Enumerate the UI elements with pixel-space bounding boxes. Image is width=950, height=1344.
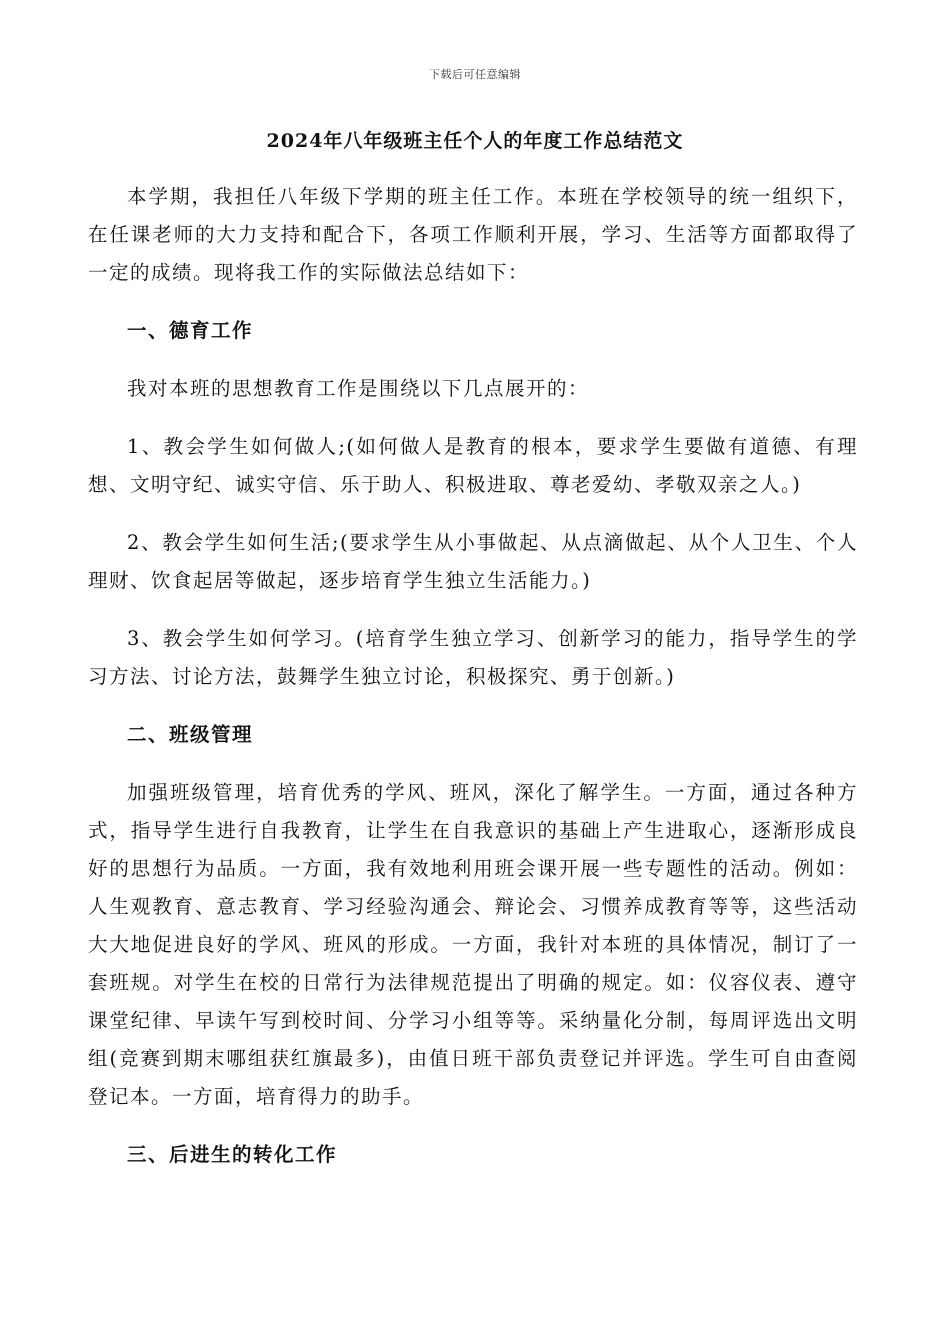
list-item-how-to-behave: 1、教会学生如何做人;(如何做人是教育的根本，要求学生要做有道德、有理想、文明守纪、诚实守信、乐于助人、积极进取、尊老爱幼、孝敬双亲之人。) [88, 435, 858, 496]
header-note: 下载后可任意编辑 [429, 68, 521, 81]
moral-education-intro: 我对本班的思想教育工作是围绕以下几点展开的： [127, 377, 590, 400]
document-body [88, 178, 858, 1194]
class-management-paragraph: 加强班级管理，培育优秀的学风、班风，深化了解学生。一方面，通过各种方式，指导学生进行自我教育，让学生在自我意识的基础上产生进取心，逐渐形成良好的思想行为品质。一方面，我有效地利用班会课开展一些专题性的活动。例如：人生观教育、意志教育、学习经验沟通会、辩论会、习惯养成教育等等，这些活动大大地促进良好的学风、班风的形成。一方面，我针对本班的具体情况，制订了一套班规。对学生在校的日常行为法律规范提出了明确的规定。如：仪容仪表、遵守课堂纪律、早读午写到校时间、分学习小组等等。采纳量化分制，每周评选出文明组(竞赛到期末哪组获红旗最多)，由值日班干部负责登记并评选。学生可自由查阅登记本。一方面，培育得力的助手。 [88, 781, 858, 1108]
intro-paragraph: 本学期，我担任八年级下学期的班主任工作。本班在学校领导的统一组织下，在任课老师的大力支持和配合下，各项工作顺利开展，学习、生活等方面都取得了一定的成绩。现将我工作的实际做法总结如下： [88, 185, 858, 284]
list-item-how-to-live: 2、教会学生如何生活;(要求学生从小事做起、从点滴做起、从个人卫生、个人理财、饮食起居等做起，逐步培育学生独立生活能力。) [88, 531, 858, 592]
document-title: 2024年八年级班主任个人的年度工作总结范文 [266, 130, 684, 152]
list-item-how-to-learn: 3、教会学生如何学习。(培育学生独立学习、创新学习的能力，指导学生的学习方法、讨论方法，鼓舞学生独立讨论，积极探究、勇于创新。) [88, 627, 858, 688]
section-heading-underachiever-transformation: 三、后进生的转化工作 [127, 1143, 338, 1166]
section-heading-class-management: 二、班级管理 [127, 723, 254, 746]
section-heading-moral-education: 一、德育工作 [127, 319, 254, 342]
